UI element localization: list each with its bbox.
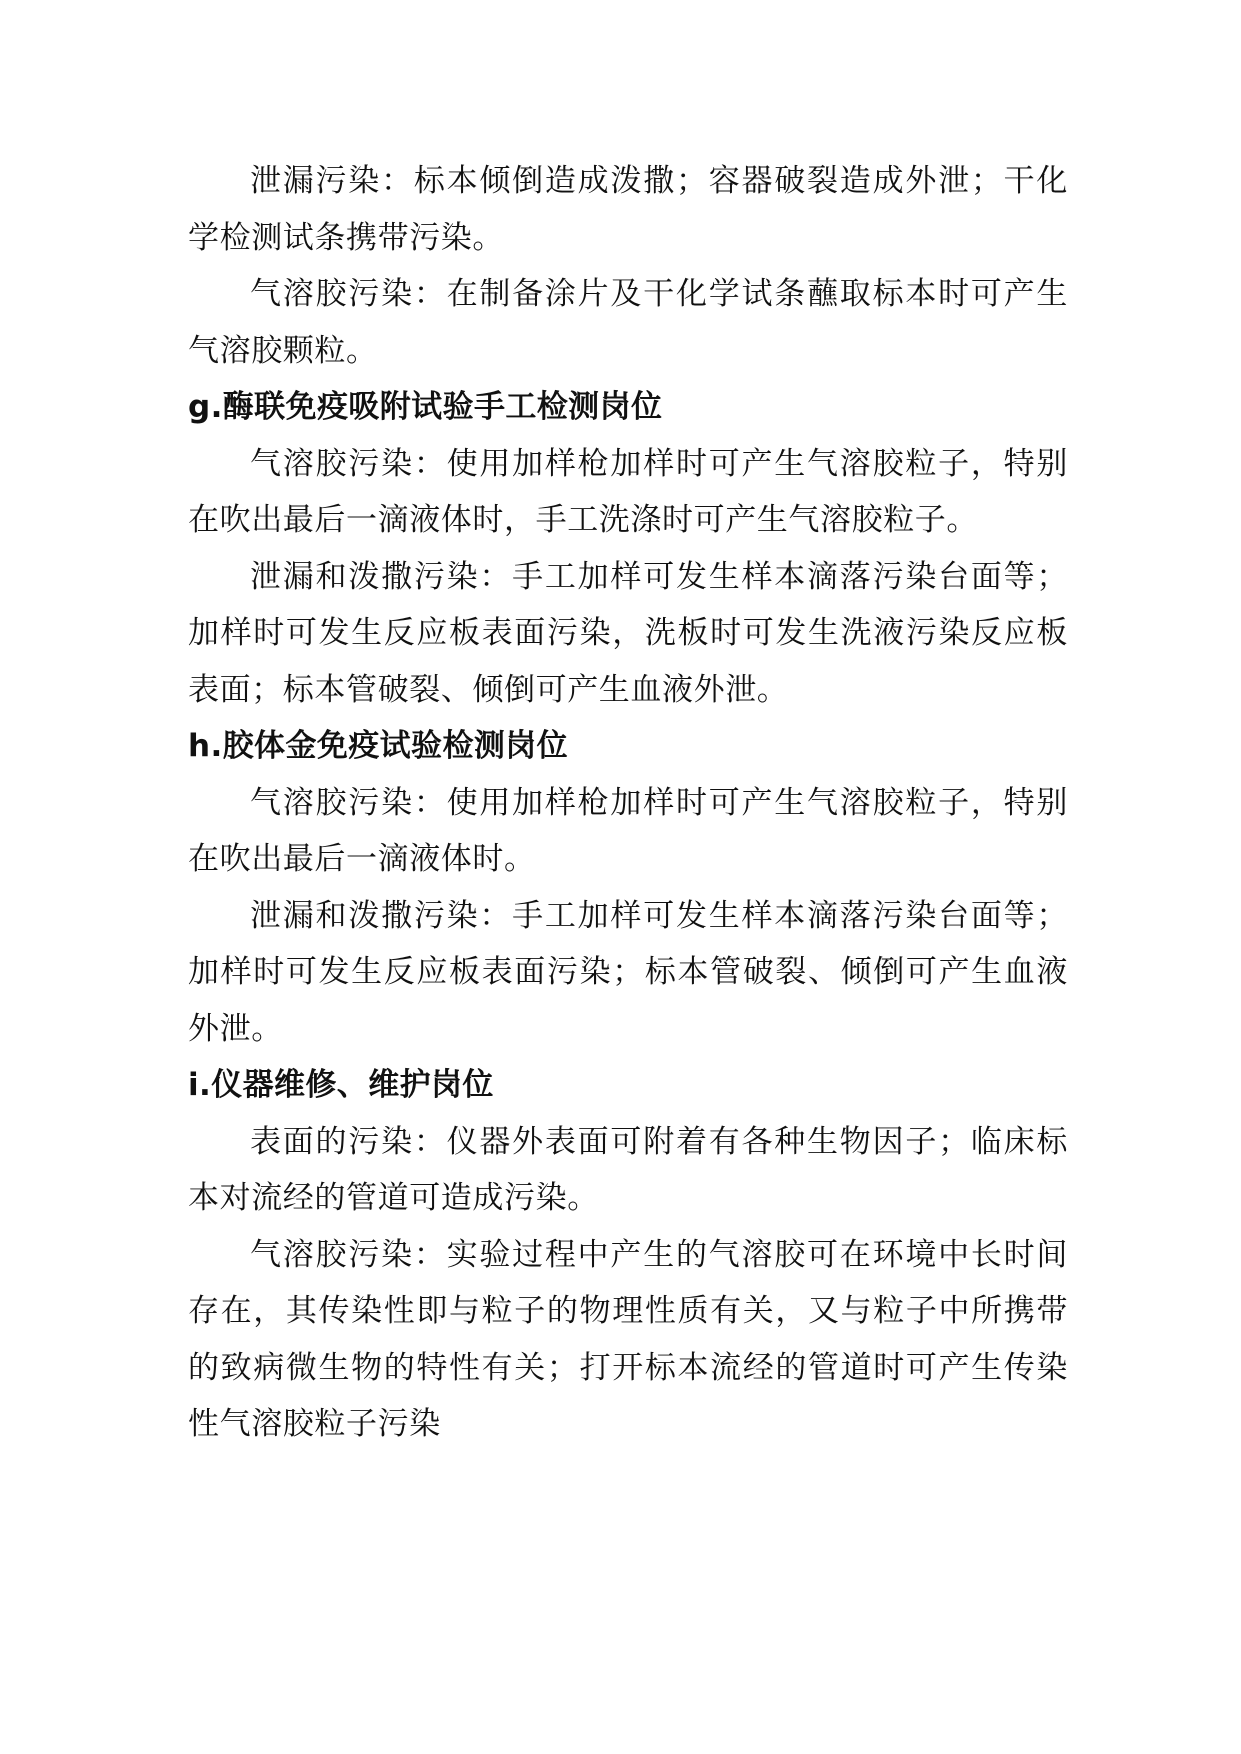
section-heading-h: h.胶体金免疫试验检测岗位 — [188, 728, 569, 764]
document-body — [188, 153, 1068, 1453]
section-heading-i: i.仪器维修、维护岗位 — [188, 1067, 494, 1103]
paragraph-leak-contamination-1: 泄漏污染：标本倾倒造成泼撒；容器破裂造成外泄；干化学检测试条携带污染。 — [188, 163, 1068, 256]
paragraph-aerosol-contamination-4: 气溶胶污染：实验过程中产生的气溶胶可在环境中长时间存在，其传染性即与粒子的物理性质有关，又与粒子中所携带的致病微生物的特性有关；打开标本流经的管道时可产生传染性气溶胶粒子污染 — [188, 1236, 1068, 1442]
paragraph-leak-spill-contamination-2: 泄漏和泼撒污染：手工加样可发生样本滴落污染台面等；加样时可发生反应板表面污染；标本管破裂、倾倒可产生血液外泄。 — [188, 897, 1068, 1047]
paragraph-aerosol-contamination-2: 气溶胶污染：使用加样枪加样时可产生气溶胶粒子，特别在吹出最后一滴液体时，手工洗涤时可产生气溶胶粒子。 — [188, 445, 1068, 538]
paragraph-aerosol-contamination-3: 气溶胶污染：使用加样枪加样时可产生气溶胶粒子，特别在吹出最后一滴液体时。 — [188, 784, 1068, 877]
section-heading-g: g.酶联免疫吸附试验手工检测岗位 — [188, 389, 663, 425]
paragraph-surface-contamination: 表面的污染：仪器外表面可附着有各种生物因子；临床标本对流经的管道可造成污染。 — [188, 1123, 1068, 1216]
paragraph-aerosol-contamination-1: 气溶胶污染：在制备涂片及干化学试条蘸取标本时可产生气溶胶颗粒。 — [188, 276, 1068, 369]
paragraph-leak-spill-contamination-1: 泄漏和泼撒污染：手工加样可发生样本滴落污染台面等；加样时可发生反应板表面污染，洗板时可发生洗液污染反应板表面；标本管破裂、倾倒可产生血液外泄。 — [188, 558, 1068, 708]
